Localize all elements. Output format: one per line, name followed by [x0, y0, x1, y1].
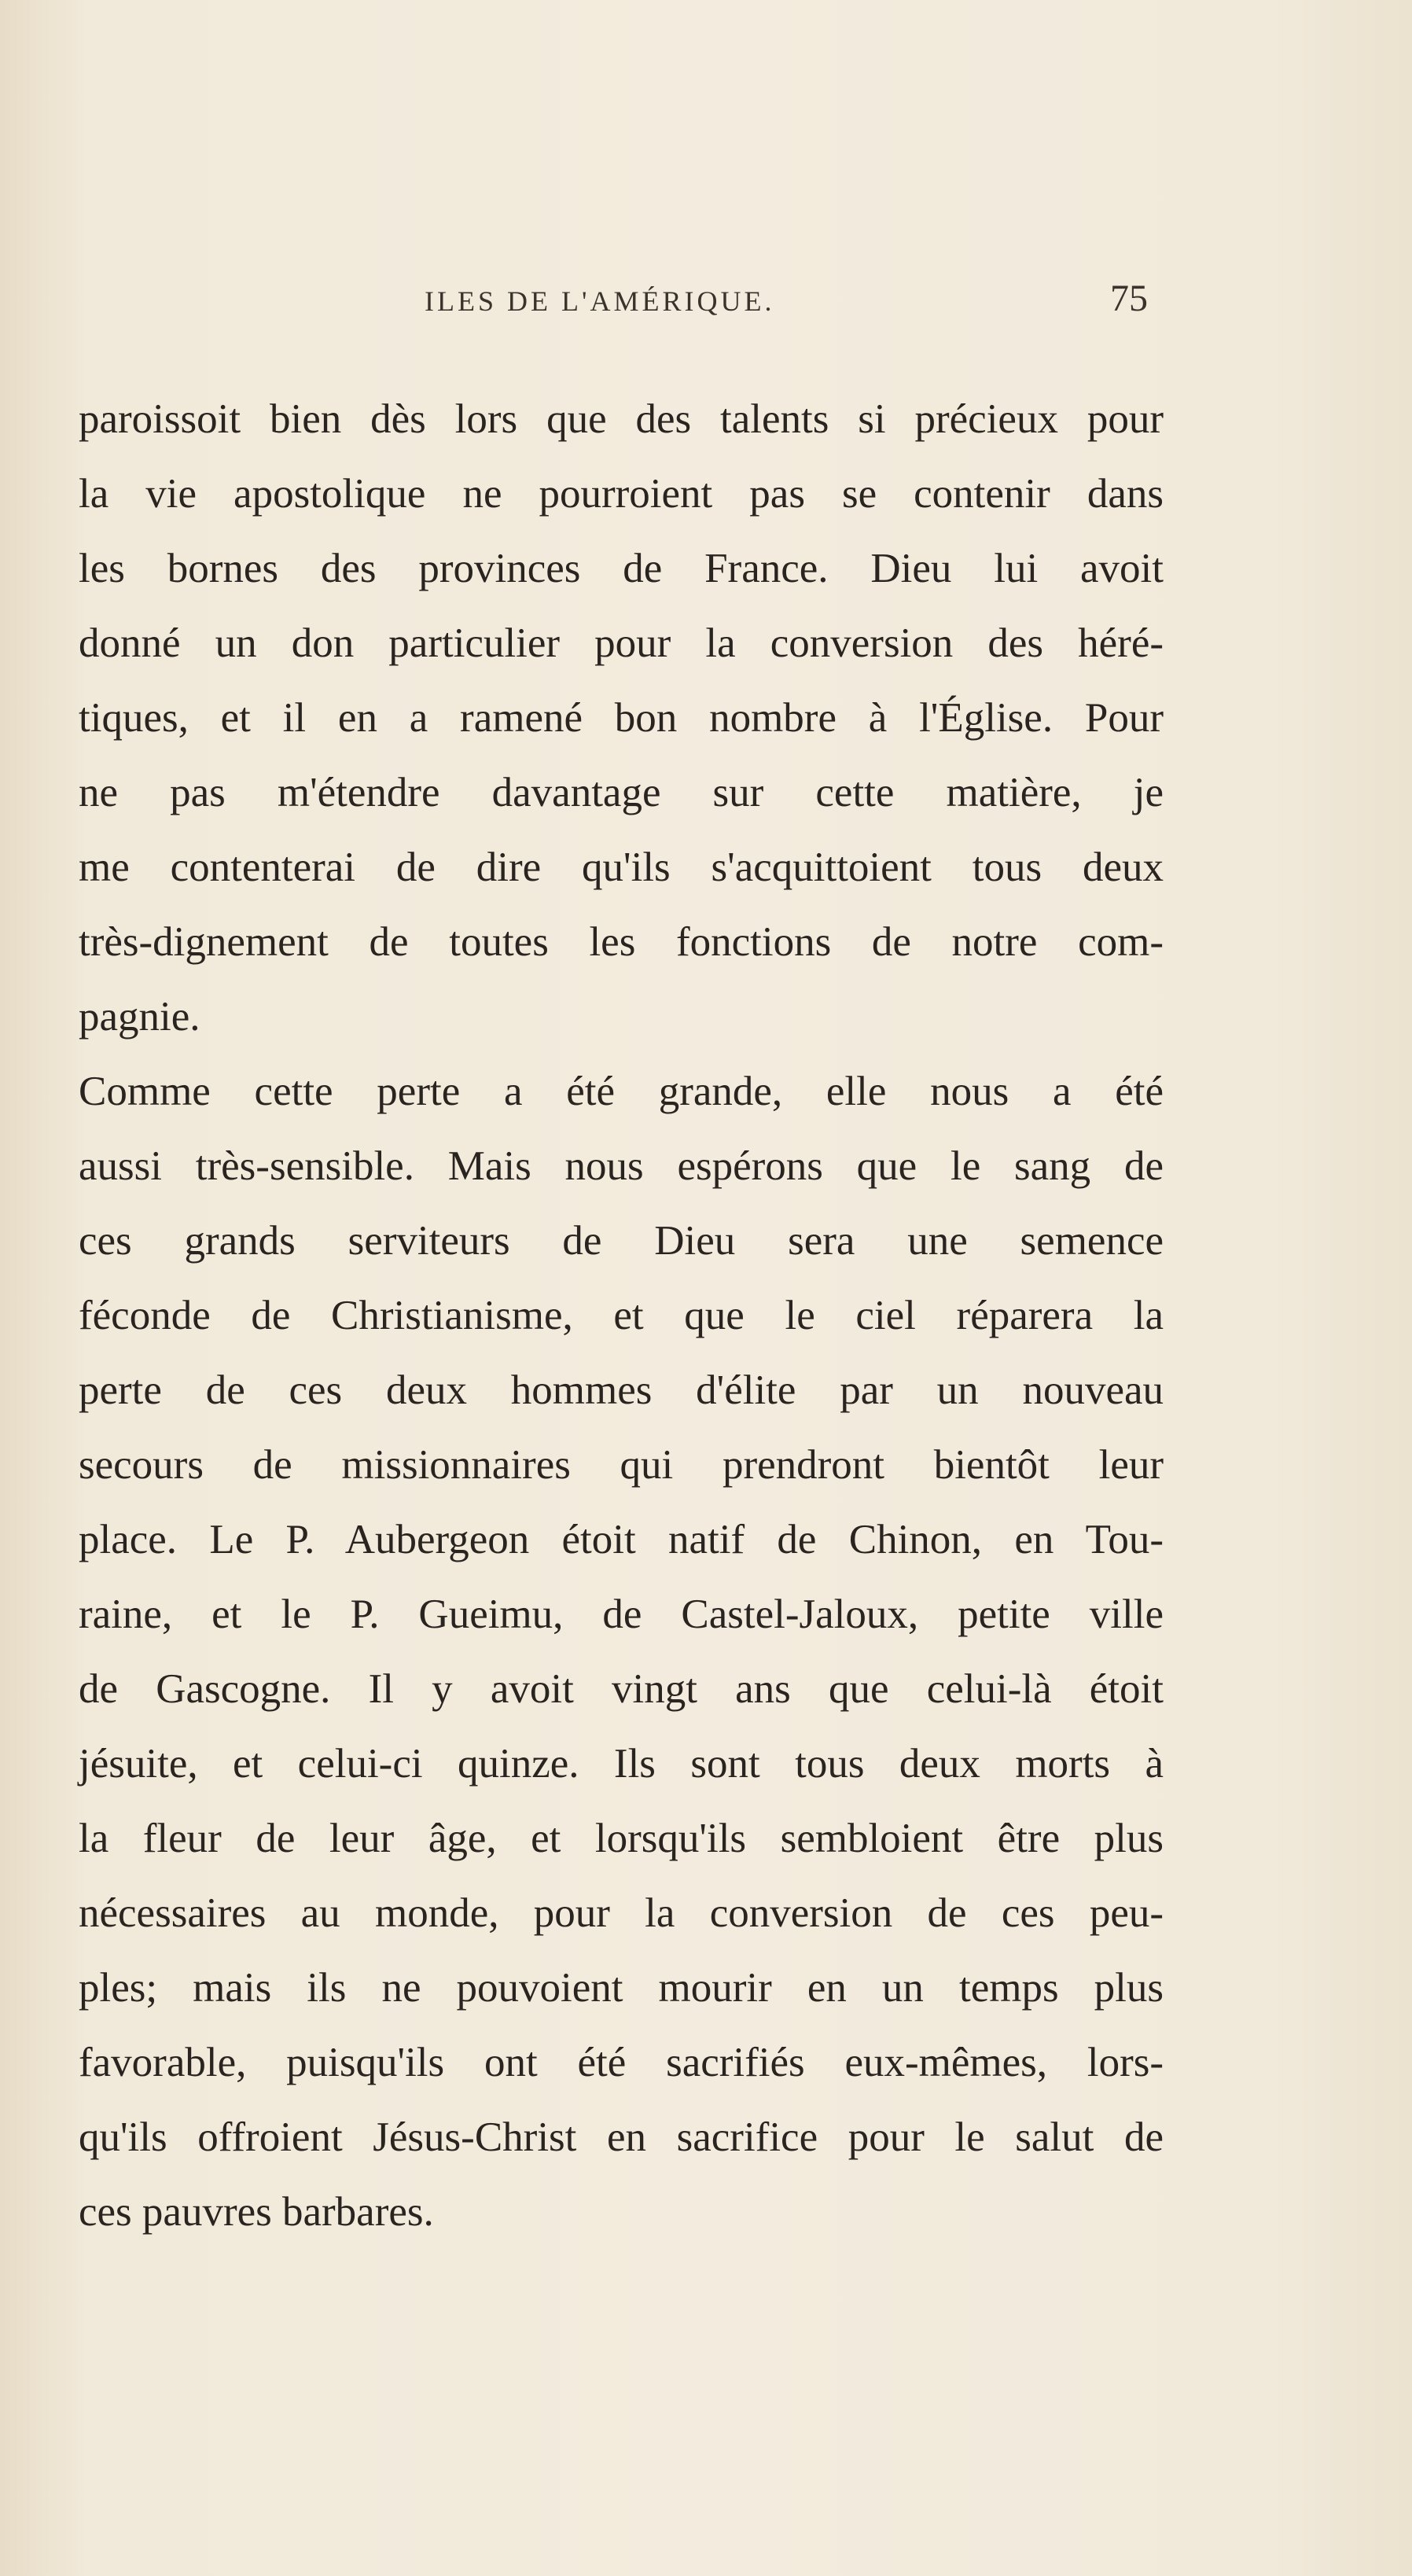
paragraph-end-line: pagnie. — [79, 994, 200, 1040]
text-line: la vie apostolique ne pourroient pas se contenir dans — [79, 471, 1164, 517]
paragraph-end-line: ces pauvres barbares. — [79, 2189, 434, 2235]
text-line: tiques, et il en a ramené bon nombre à l'Église. Pour — [79, 695, 1164, 741]
text-line: aussi très-sensible. Mais nous espérons que le sang de — [79, 1143, 1164, 1189]
text-line: de Gascogne. Il y avoit vingt ans que celui-là étoit — [79, 1666, 1164, 1712]
text-line: nécessaires au monde, pour la conversion de ces peu- — [79, 1890, 1164, 1936]
paragraph-start-line: Comme cette perte a été grande, elle nous a été — [79, 1069, 1164, 1114]
text-line: perte de ces deux hommes d'élite par un nouveau — [79, 1367, 1164, 1413]
text-line: ples; mais ils ne pouvoient mourir en un temps plus — [79, 1965, 1164, 2011]
text-line: ces grands serviteurs de Dieu sera une semence — [79, 1218, 1164, 1264]
text-line: place. Le P. Aubergeon étoit natif de Chinon, en Tou- — [79, 1517, 1164, 1562]
text-line: raine, et le P. Gueimu, de Castel-Jaloux, petite ville — [79, 1592, 1164, 1637]
running-head: ILES DE L'AMÉRIQUE. — [425, 285, 775, 317]
text-line: donné un don particulier pour la conversion des héré- — [79, 620, 1164, 666]
page-number: 75 — [1110, 278, 1148, 319]
text-line: paroissoit bien dès lors que des talents si précieux pour — [79, 396, 1164, 442]
text-line: ne pas m'étendre davantage sur cette matière, je — [79, 770, 1164, 815]
text-line: la fleur de leur âge, et lorsqu'ils sembloient être plus — [79, 1816, 1164, 1861]
text-line: me contenterai de dire qu'ils s'acquittoient tous deux — [79, 845, 1164, 890]
text-line: jésuite, et celui-ci quinze. Ils sont tous deux morts à — [79, 1741, 1164, 1787]
body-text — [79, 382, 1164, 2250]
text-line: favorable, puisqu'ils ont été sacrifiés eux-mêmes, lors- — [79, 2040, 1164, 2085]
text-line: qu'ils offroient Jésus-Christ en sacrifice pour le salut de — [79, 2114, 1164, 2160]
text-line: très-dignement de toutes les fonctions de notre com- — [79, 919, 1164, 965]
text-line: féconde de Christianisme, et que le ciel réparera la — [79, 1293, 1164, 1338]
text-line: secours de missionnaires qui prendront bientôt leur — [79, 1442, 1164, 1488]
text-line: les bornes des provinces de France. Dieu lui avoit — [79, 546, 1164, 591]
